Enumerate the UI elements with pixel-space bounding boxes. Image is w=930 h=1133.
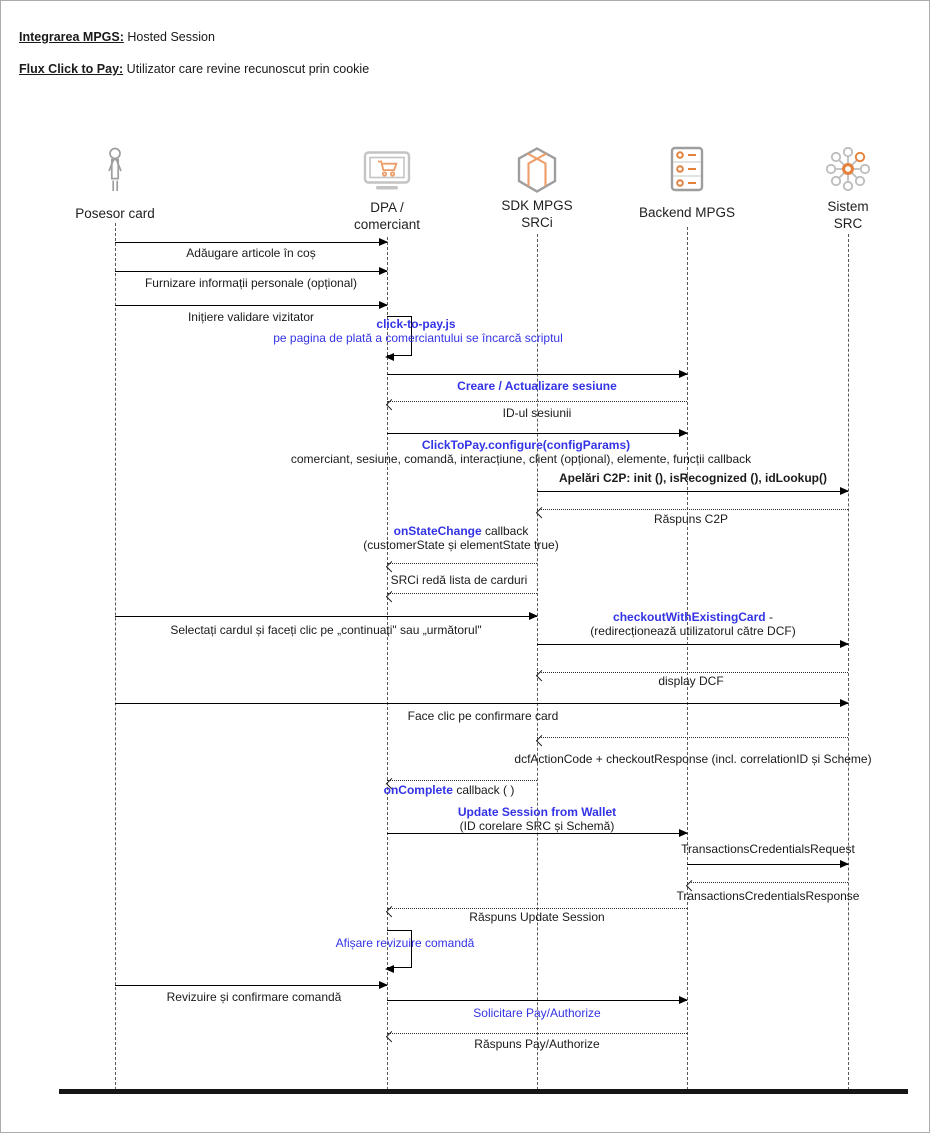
message-label-lista-carduri: SRCi redă lista de carduri bbox=[390, 573, 528, 587]
monitor-cart-icon bbox=[363, 151, 411, 196]
actor-label-dpa-comerciant: DPA / comerciant bbox=[353, 200, 421, 232]
arrowhead bbox=[379, 981, 388, 989]
actor-label-sistem-src: Sistem SRC bbox=[827, 199, 869, 231]
header-line-2-text: Utilizator care revine recunoscut prin cookie bbox=[123, 62, 370, 76]
arrowhead bbox=[379, 301, 388, 309]
message-arrow-initiere-validare bbox=[115, 305, 387, 306]
arrowhead bbox=[385, 965, 394, 973]
message-label-id-sesiune: ID-ul sesiunii bbox=[502, 406, 572, 420]
message-label-apelari-c2p: Apelări C2P: init (), isRecognized (), idLookup() bbox=[558, 471, 827, 485]
lifeline-sdk-mpgs-srci bbox=[537, 234, 538, 1090]
message-label-creare-sesiune: Creare / Actualizare sesiune bbox=[457, 379, 617, 393]
message-label-onstatechange-callback: (customerState și elementState true) bbox=[363, 538, 559, 552]
message-arrow-clicktopay-configure bbox=[387, 433, 687, 434]
header-line-1-text: Hosted Session bbox=[123, 30, 215, 44]
arrowhead bbox=[840, 640, 849, 648]
header-line-2-label: Flux Click to Pay: bbox=[19, 62, 124, 76]
message-label-selectare-card: Selectați cardul și faceți clic pe „continuați" sau „următorul" bbox=[170, 623, 482, 637]
message-arrow-adaugare-cos bbox=[115, 242, 387, 243]
arrowhead bbox=[840, 699, 849, 707]
arrowhead bbox=[840, 487, 849, 495]
message-arrow-oncomplete-callback bbox=[387, 780, 537, 781]
message-label-raspuns-update-session: Răspuns Update Session bbox=[469, 910, 605, 924]
message-arrow-id-sesiune bbox=[387, 401, 687, 402]
message-label-solicitare-pay-authorize: Solicitare Pay/Authorize bbox=[473, 1006, 601, 1020]
message-arrow-display-dcf bbox=[537, 672, 848, 673]
message-arrow-lista-carduri bbox=[387, 593, 537, 594]
message-label-checkout-existing-card: checkoutWithExistingCard - bbox=[613, 610, 773, 624]
message-arrow-revizuire-confirmare bbox=[115, 985, 387, 986]
message-label-adaugare-cos: Adăugare articole în coș bbox=[186, 246, 316, 260]
header-line-1-label: Integrarea MPGS: bbox=[19, 30, 124, 44]
message-arrow-dcf-action-code bbox=[537, 737, 848, 738]
message-label-transactions-credentials-response: TransactionsCredentialsResponse bbox=[676, 889, 860, 903]
message-label-revizuire-confirmare: Revizuire și confirmare comandă bbox=[166, 990, 342, 1004]
package-icon bbox=[514, 146, 560, 199]
message-arrow-checkout-existing-card bbox=[537, 644, 848, 645]
person-icon bbox=[97, 147, 133, 198]
self-message-label-incarcare-script: click-to-pay.js bbox=[376, 317, 456, 331]
message-arrow-apelari-c2p bbox=[537, 491, 848, 492]
arrowhead bbox=[679, 370, 688, 378]
message-label-transactions-credentials-request: TransactionsCredentialsRequest bbox=[681, 842, 855, 856]
message-label-oncomplete-callback: onComplete callback ( ) bbox=[383, 783, 515, 797]
lifeline-sistem-src bbox=[848, 234, 849, 1090]
message-label-raspuns-pay-authorize: Răspuns Pay/Authorize bbox=[474, 1037, 600, 1051]
lifeline-backend-mpgs bbox=[687, 227, 688, 1090]
message-label-dcf-action-code: dcfActionCode + checkoutResponse (incl. correlationID și Scheme) bbox=[514, 752, 872, 766]
arrowhead bbox=[679, 429, 688, 437]
message-label-checkout-existing-card: (redirecționează utilizatorul către DCF) bbox=[590, 624, 796, 638]
message-label-update-session-from-wallet: Update Session from Wallet bbox=[457, 805, 617, 819]
diagram-baseline-bar bbox=[59, 1089, 908, 1094]
message-arrow-transactions-credentials-request bbox=[687, 864, 848, 865]
message-arrow-raspuns-update-session bbox=[387, 908, 687, 909]
server-icon bbox=[670, 146, 704, 197]
header-line-2 bbox=[19, 62, 369, 76]
actor-label-sdk-mpgs-srci: SDK MPGS SRCi bbox=[501, 198, 573, 230]
message-arrow-creare-sesiune bbox=[387, 374, 687, 375]
message-arrow-confirmare-card bbox=[115, 703, 848, 704]
message-label-initiere-validare: Inițiere validare vizitator bbox=[187, 310, 315, 324]
message-arrow-transactions-credentials-response bbox=[687, 882, 848, 883]
network-hub-icon bbox=[823, 143, 873, 200]
message-arrow-raspuns-c2p bbox=[537, 509, 848, 510]
lifeline-posesor-card bbox=[115, 223, 116, 1090]
arrowhead bbox=[379, 238, 388, 246]
arrowhead bbox=[379, 267, 388, 275]
message-label-furnizare-info: Furnizare informații personale (opțional) bbox=[144, 276, 358, 290]
message-label-clicktopay-configure: ClickToPay.configure(configParams) bbox=[421, 438, 631, 452]
header-line-1 bbox=[19, 30, 215, 44]
self-message-label-afisare-revizuire-comanda: Afișare revizuire comandă bbox=[335, 936, 475, 950]
message-label-onstatechange-callback: onStateChange callback bbox=[393, 524, 529, 538]
message-arrow-furnizare-info bbox=[115, 271, 387, 272]
actor-label-backend-mpgs: Backend MPGS bbox=[638, 205, 736, 220]
arrowhead bbox=[840, 860, 849, 868]
message-label-clicktopay-configure: comerciant, sesiune, comandă, interacțiune, client (opțional), elemente, funcții callback bbox=[290, 452, 752, 466]
message-label-raspuns-c2p: Răspuns C2P bbox=[653, 512, 729, 526]
message-arrow-solicitare-pay-authorize bbox=[387, 1000, 687, 1001]
arrowhead bbox=[385, 353, 394, 361]
message-label-display-dcf: display DCF bbox=[658, 674, 724, 688]
message-label-update-session-from-wallet: (ID corelare SRC și Schemă) bbox=[459, 819, 615, 833]
self-message-label-incarcare-script: pe pagina de plată a comerciantului se încarcă scriptul bbox=[273, 331, 563, 345]
message-label-confirmare-card: Face clic pe confirmare card bbox=[407, 709, 559, 723]
message-arrow-onstatechange-callback bbox=[387, 563, 537, 564]
message-arrow-raspuns-pay-authorize bbox=[387, 1033, 687, 1034]
arrowhead bbox=[679, 996, 688, 1004]
actor-label-posesor-card: Posesor card bbox=[75, 206, 155, 221]
